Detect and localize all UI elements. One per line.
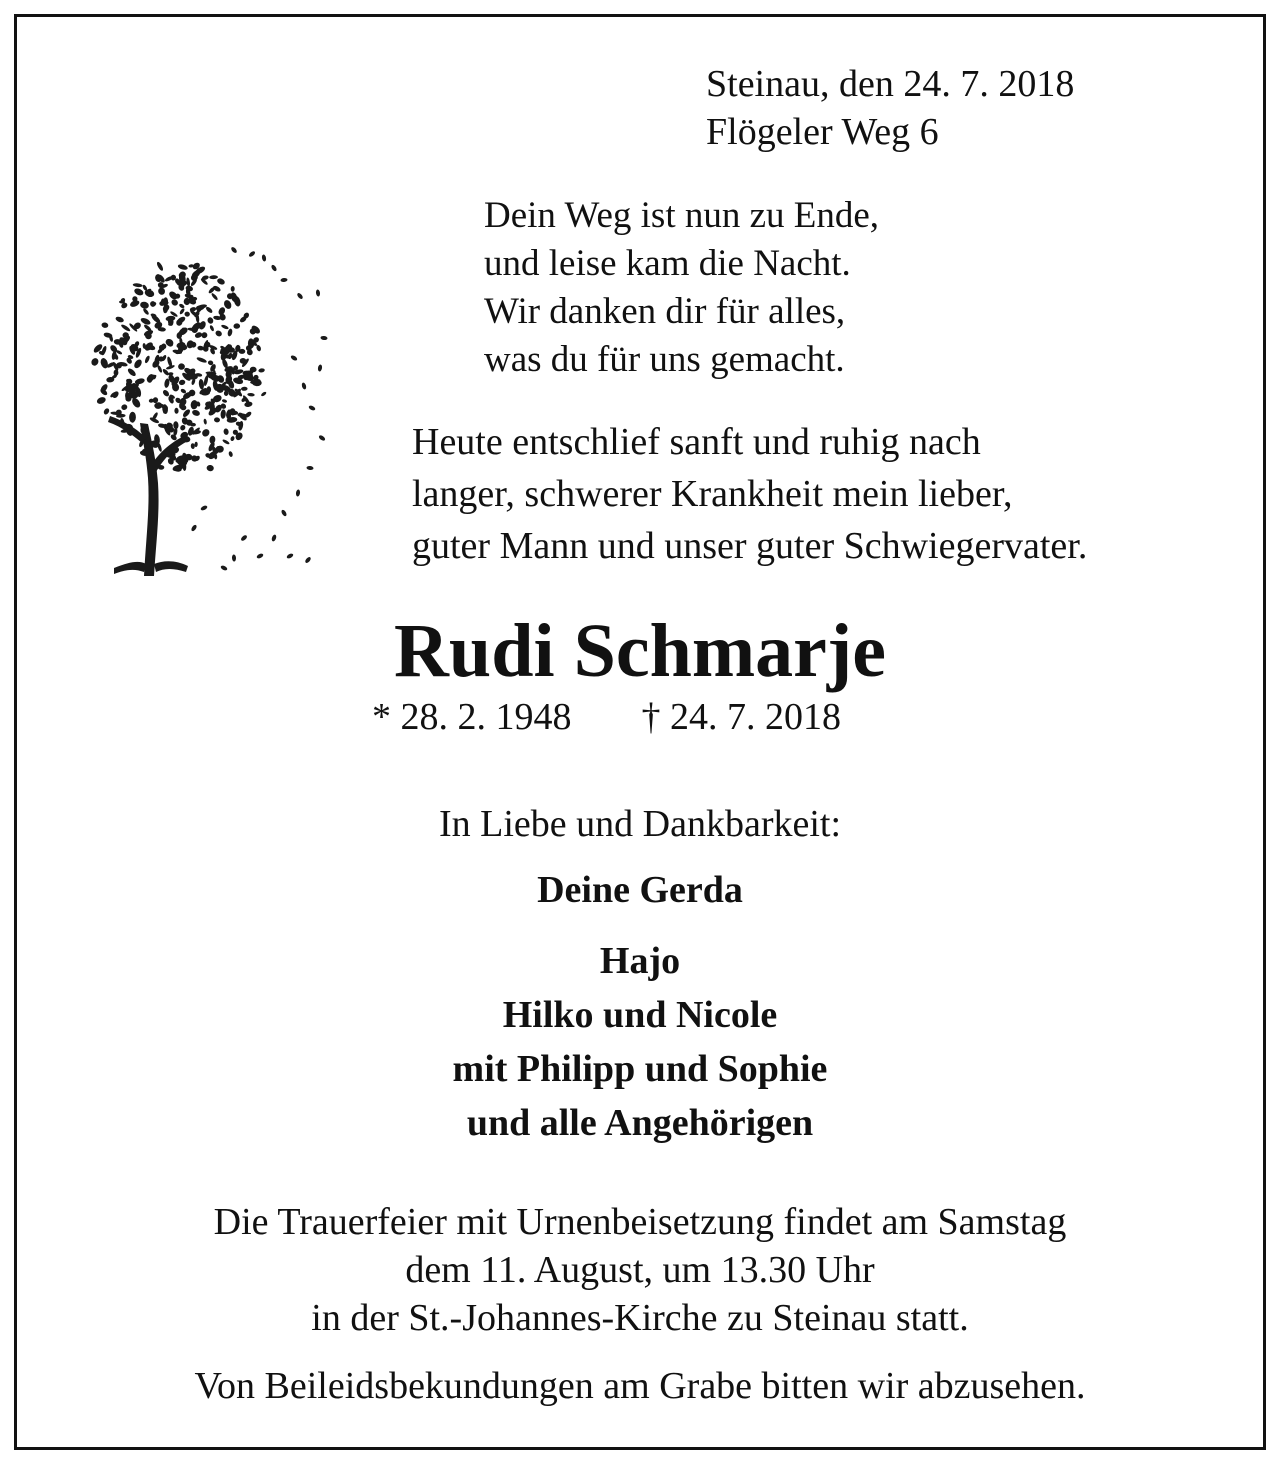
tree-leaf <box>230 436 235 442</box>
blowing-leaf <box>306 466 313 471</box>
tree-leaf <box>178 303 185 309</box>
tree-leaf <box>133 287 144 297</box>
tree-leaf <box>177 263 188 270</box>
blowing-leaf <box>296 489 301 496</box>
blowing-leaf <box>318 434 326 441</box>
service-line: dem 11. August, um 13.30 Uhr <box>405 1249 875 1291</box>
tree-leaf <box>133 283 143 288</box>
blowing-leaf <box>190 524 197 532</box>
address: Flögeler Weg 6 <box>706 111 939 153</box>
thanks-line: In Liebe und Dankbarkeit: <box>438 803 842 845</box>
tree-leaf <box>120 323 131 332</box>
death-date: † 24. 7. 2018 <box>641 696 841 738</box>
tree-leaf <box>227 328 233 337</box>
blowing-leaf <box>232 554 236 561</box>
tree-leaf <box>142 308 149 316</box>
blowing-leaf <box>270 264 277 272</box>
blowing-leaf <box>304 556 312 564</box>
tree-leaf <box>220 409 226 419</box>
tree-leaf <box>178 363 185 370</box>
tree-leaf <box>223 428 229 435</box>
intro-line: Heute entschlief sanft und ruhig nach <box>412 421 981 463</box>
tree-leaf <box>184 311 191 317</box>
tree-leaf <box>173 421 179 429</box>
tree-leaf <box>205 306 214 314</box>
blowing-leaf <box>317 364 322 372</box>
blowing-leaf <box>316 289 321 296</box>
family-line: Hilko und Nicole <box>502 994 778 1036</box>
tree-leaf <box>214 417 221 423</box>
intro-line: langer, schwerer Krankheit mein lieber, <box>412 473 1013 515</box>
tree-leaf <box>233 323 240 329</box>
blowing-leaf <box>280 278 287 283</box>
birth-date: * 28. 2. 1948 <box>372 696 572 738</box>
blowing-leaf <box>301 382 307 390</box>
tree-leaf <box>191 409 200 417</box>
blowing-leaf <box>271 534 277 542</box>
tree-leaf <box>209 435 216 444</box>
tree-leaf <box>241 387 248 391</box>
tree-leaf <box>258 368 265 373</box>
tree-leaf <box>216 277 226 286</box>
service-block <box>0 1198 1280 1342</box>
tree-leaf <box>211 292 219 301</box>
family-line: Hajo <box>599 940 681 982</box>
tree-leaf <box>198 379 204 390</box>
tree-leaf <box>127 367 137 377</box>
tree-leaf <box>221 324 229 330</box>
family-block <box>0 934 1280 1150</box>
tree-leaf <box>194 442 197 448</box>
verse-block <box>484 192 879 384</box>
tree-leaf <box>228 451 233 458</box>
life-dates <box>372 692 841 742</box>
tree-leaf <box>96 396 107 405</box>
tree-leaf <box>103 407 111 415</box>
tree-leaf <box>168 372 173 375</box>
tree-leaf <box>178 379 186 386</box>
blowing-leaf <box>248 250 256 258</box>
blowing-leaf <box>296 292 304 300</box>
blowing-leaf <box>220 565 228 572</box>
tree-leaf <box>201 428 211 438</box>
blowing-leaf <box>261 254 266 262</box>
blowing-leaf <box>286 553 294 560</box>
blowing-leaf <box>256 553 264 560</box>
tree-leaf <box>231 286 235 292</box>
tree-leaf <box>196 356 207 364</box>
tree-leaf <box>130 397 141 409</box>
verse-line: Dein Weg ist nun zu Ende, <box>484 195 880 236</box>
tree-leaf <box>203 418 207 424</box>
tree-leaf <box>222 439 230 445</box>
tree-leaf <box>191 443 195 449</box>
tree-leaf <box>140 317 152 327</box>
verse-line: was du für uns gemacht. <box>484 339 845 380</box>
tree-leaf <box>247 393 255 397</box>
tree-leaf <box>156 261 164 272</box>
blowing-leaf <box>240 534 248 542</box>
tree-leaf <box>170 298 179 307</box>
windblown-tree-icon <box>84 238 334 578</box>
verse-line: Wir danken dir für alles, <box>484 291 846 332</box>
deceased-name: Rudi Schmarje <box>394 609 886 693</box>
blowing-leaf <box>200 505 208 512</box>
tree-leaf <box>260 391 267 397</box>
service-line: in der St.-Johannes-Kirche zu Steinau statt. <box>311 1297 969 1339</box>
tree-leaf <box>144 355 151 364</box>
closing-note: Von Beileidsbekundungen am Grabe bitten wir abzusehen. <box>194 1365 1086 1407</box>
blowing-leaf <box>290 354 298 361</box>
place-date: Steinau, den 24. 7. 2018 <box>706 63 1075 105</box>
tree-leaf <box>115 316 125 324</box>
tree-leaf <box>90 357 100 367</box>
blowing-leaf <box>230 246 238 254</box>
tree-leaf <box>209 325 215 332</box>
family-line: mit Philipp und Sophie <box>452 1048 828 1090</box>
tree-leaf <box>174 408 178 414</box>
header-block <box>706 60 1074 156</box>
tree-leaf <box>179 308 186 315</box>
family-line: und alle Angehörigen <box>466 1102 814 1144</box>
tree-leaf <box>207 316 215 324</box>
service-line: Die Trauerfeier mit Urnenbeisetzung findet am Samstag <box>213 1201 1067 1243</box>
intro-block <box>412 418 1087 574</box>
blowing-leaf <box>308 405 316 412</box>
tree-leaf <box>206 464 214 471</box>
tree-leaf <box>149 300 156 307</box>
tree-leaf <box>212 285 221 293</box>
tree-leaf <box>222 399 228 404</box>
tree-leaf <box>133 358 144 369</box>
verse-line: und leise kam die Nacht. <box>484 243 851 284</box>
tree-leaf <box>214 330 222 338</box>
spouse-name: Deine Gerda <box>537 869 743 911</box>
blowing-leaf <box>280 509 287 517</box>
intro-line: guter Mann und unser guter Schwiegervater. <box>412 525 1088 567</box>
tree-leaf <box>162 389 171 398</box>
blowing-leaf <box>320 336 327 341</box>
tree-leaf <box>179 424 186 431</box>
tree-leaf <box>120 403 128 410</box>
tree-leaf <box>101 322 109 329</box>
tree-leaf <box>209 275 218 279</box>
tree-leaf <box>129 412 136 423</box>
